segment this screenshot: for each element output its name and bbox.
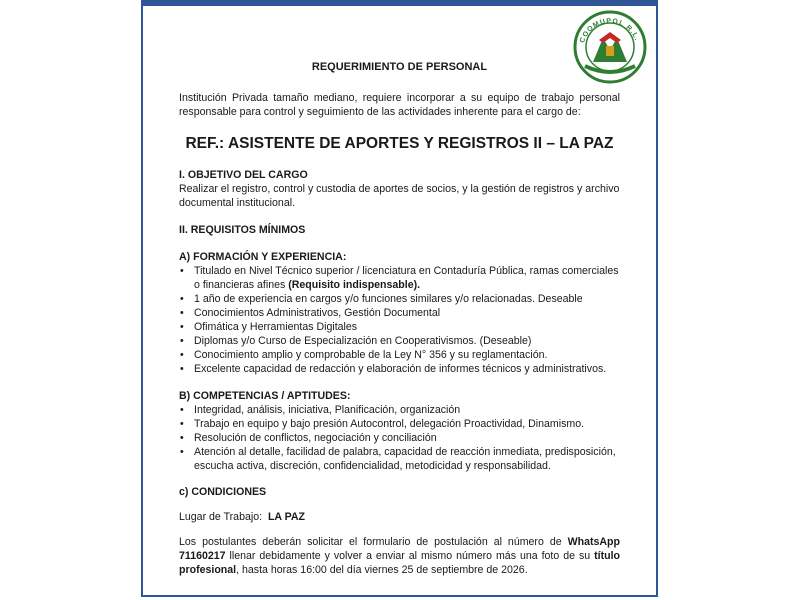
whatsapp-number: WhatsApp 71160217 <box>179 536 620 562</box>
list-item: • Ofimática y Herramientas Digitales <box>179 320 620 334</box>
formacion-first-bold: (Requisito indispensable). <box>288 279 421 291</box>
condiciones-title: c) CONDICIONES <box>179 486 267 498</box>
list-item: • Integridad, análisis, iniciativa, Planificación, organización <box>179 403 620 417</box>
final-part3: , hasta horas 16:00 del día viernes 25 de septiembre de 2026. <box>236 564 528 576</box>
section-requisitos-title: II. REQUISITOS MÍNIMOS <box>179 224 306 236</box>
list-item <box>179 264 620 292</box>
lugar-value: LA PAZ <box>267 511 306 523</box>
formacion-first-text: Titulado en Nivel Técnico superior / licenciatura en Contaduría Pública, ramas comerciales o financieras afines <box>194 265 619 291</box>
list-item: • Conocimiento amplio y comprobable de la Ley N° 356 y su reglamentación. <box>179 348 620 362</box>
competencias-list <box>179 403 620 473</box>
section-objetivo-text: Realizar el registro, control y custodia de aportes de socios, y la gestión de registros y archivo documental institucional. <box>179 183 620 209</box>
document-body <box>179 60 620 577</box>
intro-paragraph: Institución Privada tamaño mediano, requiere incorporar a su equipo de trabajo personal responsable para control y seguimiento de las actividades inherente para el cargo de: <box>179 92 620 118</box>
formacion-list <box>179 264 620 376</box>
competencias-title: B) COMPETENCIAS / APTITUDES: <box>179 390 351 402</box>
formacion-title: A) FORMACIÓN Y EXPERIENCIA: <box>179 251 347 263</box>
logo-text: COOMUPOL R.L. <box>579 17 641 44</box>
final-paragraph <box>179 535 620 577</box>
list-item: • Resolución de conflictos, negociación y conciliación <box>179 431 620 445</box>
final-part1: Los postulantes deberán solicitar el formulario de postulación al número de <box>179 536 562 548</box>
list-item: • Conocimientos Administrativos, Gestión Documental <box>179 306 620 320</box>
titulo-profesional: título profesional <box>179 550 620 576</box>
lugar-label: Lugar de Trabajo: <box>179 511 263 523</box>
list-item: • 1 año de experiencia en cargos y/o funciones similares y/o relacionadas. Deseable <box>179 292 620 306</box>
section-objetivo-title: I. OBJETIVO DEL CARGO <box>179 169 308 181</box>
list-item: • Diplomas y/o Curso de Especialización en Cooperativismos. (Deseable) <box>179 334 620 348</box>
job-reference: REF.: ASISTENTE DE APORTES Y REGISTROS II – LA PAZ <box>185 135 614 152</box>
list-item: • Trabajo en equipo y bajo presión Autocontrol, delegación Proactividad, Dinamismo. <box>179 417 620 431</box>
final-part2: llenar debidamente y volver a enviar al mismo número más una foto de su <box>229 550 591 562</box>
lugar-trabajo <box>179 510 620 524</box>
list-item: • Atención al detalle, facilidad de palabra, capacidad de reacción inmediata, predisposición, escucha activa, discreción, confidencialidad, metodicidad y responsabilidad. <box>179 445 620 473</box>
page-title: REQUERIMIENTO DE PERSONAL <box>311 61 488 73</box>
list-item: • Excelente capacidad de redacción y elaboración de informes técnicos y administrativos. <box>179 362 620 376</box>
